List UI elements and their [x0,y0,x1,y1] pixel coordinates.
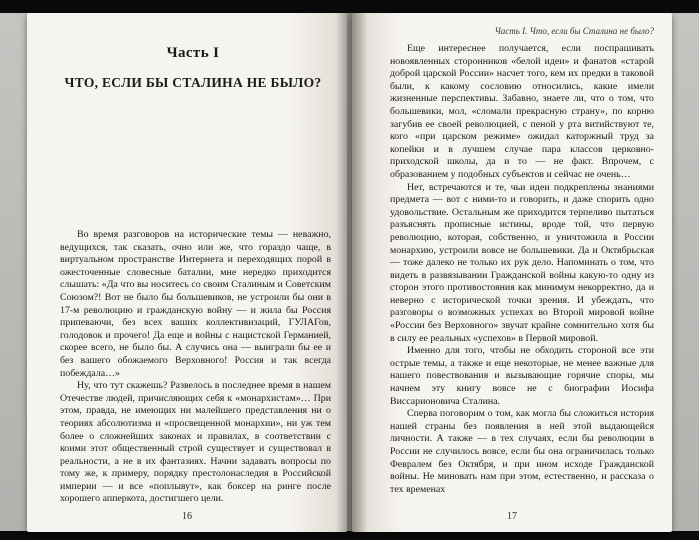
paragraph: Во время разговоров на исторические темы — неважно, ведущихся, так сказать, очно или же, что гораздо чаще, в виртуальном пространстве Интернета и переходящих порой в ожесточенные словесные баталии, мне нередко приходится слышать: «Да что вы носитесь со своим Сталиным и Советским Союзом?! Вот не было бы большевиков, не устроили бы они в 17-м революцию и гражданскую войну — и жила бы Россия припеваючи, без всех ваших коллективизаций, ГУЛАГов, голодовок и прочего! Да еще и войны с нацистской Германией, скорее всего, не было бы. А случись она — выиграли бы ее и без вашего обожаемого Верховного! Россия и так всегда побеждала…» [60,229,331,379]
paragraph: Ну, что тут скажешь? Развелось в последнее время в нашем Отечестве людей, причисляющих себя к «монархистам»… При этом, правда, не имеющих ни малейшего представления ни о теориях абсолютизма и «просвещенной монархии», ни уж тем более о сложнейших законах и правилах, в соответствии с коими этот общественный строй существует и существовал в реальности, а не в их фантазиях. Начни задавать вопросы по тому же, к примеру, порядку престолонаследия в Российской империи — и все «поплывут», как боксер на ринге после хорошего апперкота, достигшего цели. [60,380,331,505]
paragraph: Именно для того, чтобы не обходить стороной все эти острые темы, а также и еще некоторые, не менее важные для нашего повествования и вызывающие горячие споры, мы начнем эту книгу вовсе не с биографии Иосифа Виссарионовича Сталина. [390,345,654,407]
paragraph: Еще интереснее получается, если поспрашивать новоявленных сторонников «белой идеи» и фанатов «старой доброй царской России» насчет того, кем их предки в таковой были, к какому сословию относились, какие имели жизненные перспективы. Забавно, знаете ли, что о том, что большевики, мол, «сломали прекрасную страну», по корню загубив ее своей революцией, с пеной у рта витийствуют те, кого «при царском режиме» ожидал каторжный труд за копейки и в лучшем случае пара классов церковно-приходской школы, да и то — не факт. Впрочем, с образованием у подобных субъектов и сейчас не очень… [390,43,654,180]
left-page-body [60,229,331,506]
left-page [27,13,347,532]
page-number-left: 16 [182,511,192,522]
page-number-right: 17 [507,511,517,522]
right-page [352,13,672,532]
paragraph: Сперва поговорим о том, как могла бы сложиться история нашей страны без появления в ней этой выдающейся личности. А также — в тех случаях, если бы революции в России не случилось вовсе, если бы она ограничилась только Февралем без Октября, и при ином исходе Гражданской войны. Не миновать нам при этом, естественно, и рассказа о тех временах [390,408,654,495]
right-page-body [390,43,654,496]
part-label: Часть I [166,45,220,61]
running-header: Часть I. Что, если бы Сталина не было? [494,26,654,36]
chapter-title: ЧТО, ЕСЛИ БЫ СТАЛИНА НЕ БЫЛО? [64,75,322,90]
paragraph: Нет, встречаются и те, чьи идеи подкреплены знаниями предмета — вот с ними-то и говорить, и даже спорить одно удовольствие. Остальным же приходится терпеливо пытаться разъяснять прописные истины, вроде той, что первую революцию, которая, собственно, и уничтожила в России монархию, устроили вовсе не большевики. Да и Октябрьская — тоже далеко не только их рук дело. Напоминать о том, что видеть в развязывании Гражданской войны какую-то одну из сторон этого противостояния как минимум некорректно, да и неверно с исторической точки зрения. И убеждать, что разговоры о возможных успехах во Второй мировой войне «России без Верховного» звучат крайне сомнительно хотя бы в силу ее реальных «успехов» в Первой мировой. [390,181,654,344]
